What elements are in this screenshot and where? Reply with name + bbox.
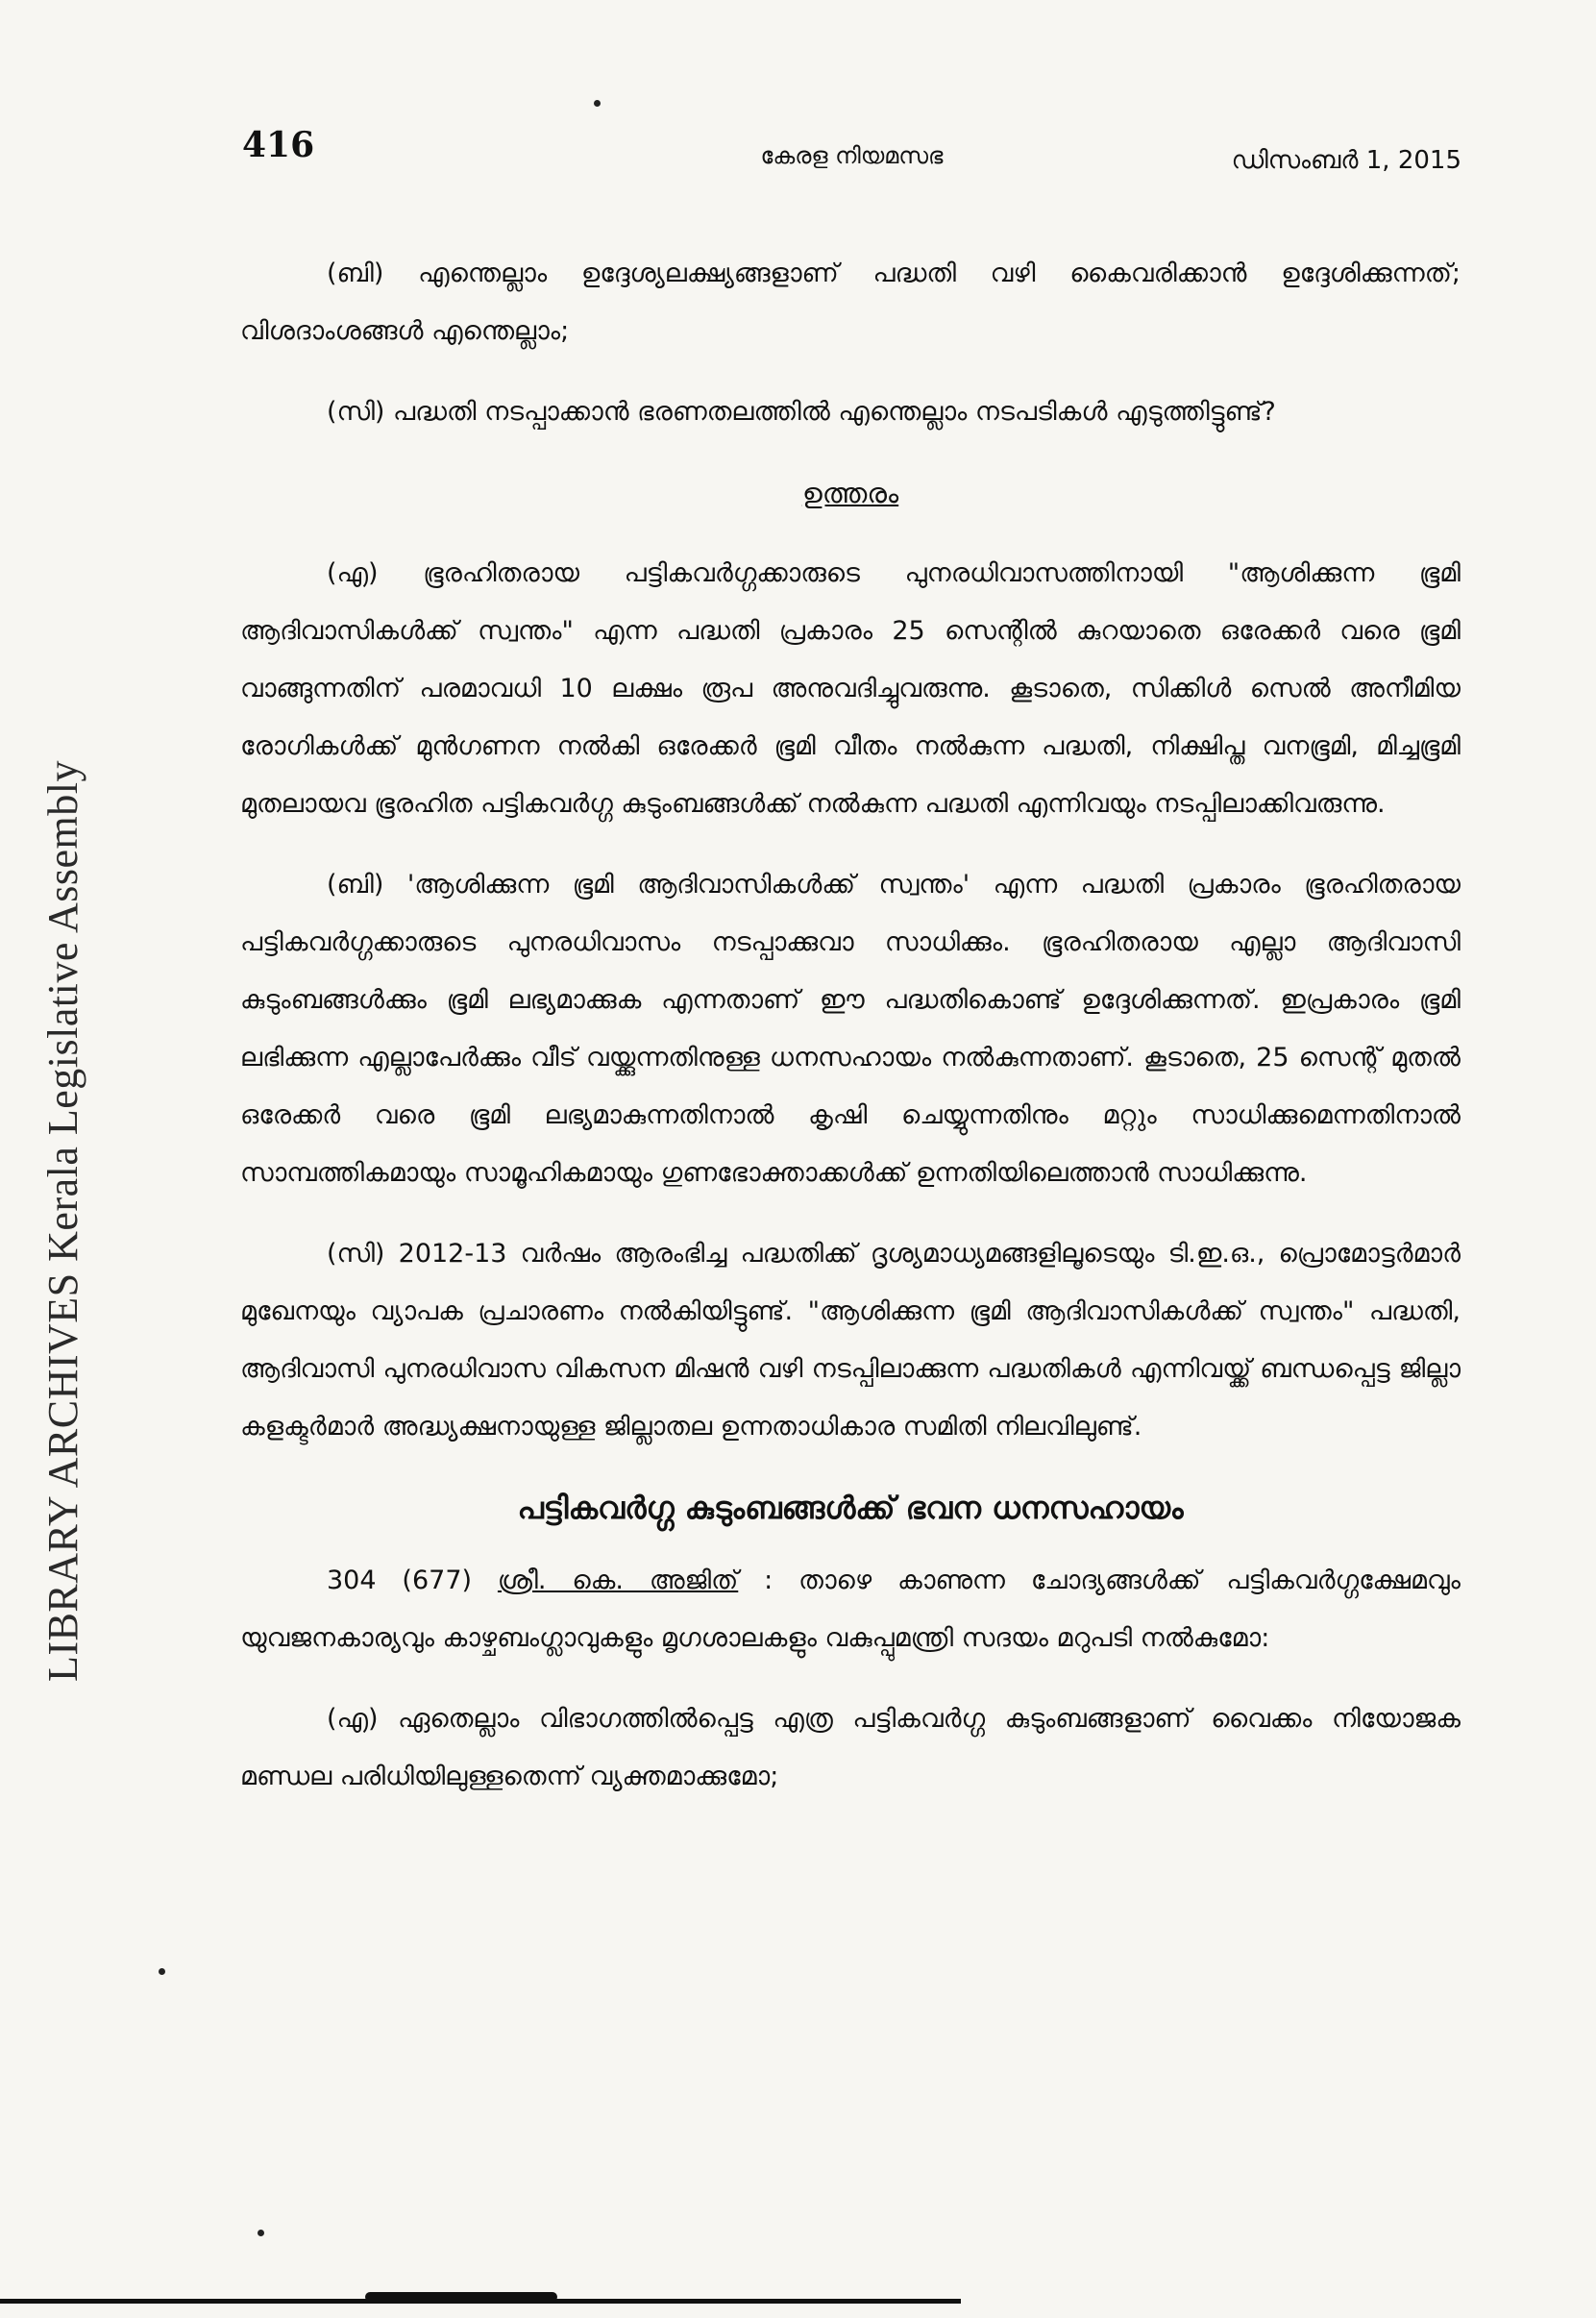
answer-part-b: (ബി) 'ആശിക്കുന്ന ഭൂമി ആദിവാസികൾക്ക് സ്വന്തം' എന്ന പദ്ധതി പ്രകാരം ഭൂരഹിതരായ പട്ടികവർഗ്ഗക്കാരുടെ പുനരധിവാസം നടപ്പാക്കുവാ സാധിക്കും. ഭൂരഹിതരായ എല്ലാ ആദിവാസി കുടുംബങ്ങൾക്കും ഭൂമി ലഭ്യമാക്കുക എന്നതാണ് ഈ പദ്ധതികൊണ്ട് ഉദ്ദേശിക്കുന്നത്. ഇപ്രകാരം ഭൂമി ലഭിക്കുന്ന എല്ലാപേർക്കും വീട് വയ്ക്കുന്നതിനുള്ള ധനസഹായം നൽകുന്നതാണ്. കൂടാതെ, 25 സെന്റ് മുതൽ ഒരേക്കർ വരെ ഭൂമി ലഭ്യമാകുന്നതിനാൽ കൃഷി ചെയ്യുന്നതിനും മറ്റും സാധിക്കുമെന്നതിനാൽ സാമ്പത്തികമായും സാമൂഹികമായും ഗുണഭോക്താക്കൾക്ക് ഉന്നതിയിലെത്താൻ സാധിക്കുന്നു. — [240, 870, 1461, 1188]
question-part-b: (ബി) എന്തെല്ലാം ഉദ്ദേശ്യലക്ഷ്യങ്ങളാണ് പദ്ധതി വഴി കൈവരിക്കാൻ ഉദ്ദേശിക്കുന്നത്; വിശദാംശങ്ങൾ എന്തെല്ലാം; — [240, 259, 1461, 346]
answer-part-a: (എ) ഭൂരഹിതരായ പട്ടികവർഗ്ഗക്കാരുടെ പുനരധിവാസത്തിനായി "ആശിക്കുന്ന ഭൂമി ആദിവാസികൾക്ക് സ്വന്തം" എന്ന പദ്ധതി പ്രകാരം 25 സെന്റിൽ കുറയാതെ ഒരേക്കർ വരെ ഭൂമി വാങ്ങുന്നതിന് പരമാവധി 10 ലക്ഷം രൂപ അനുവദിച്ചുവരുന്നു. കൂടാതെ, സിക്കിൾ സെൽ അനീമിയ രോഗികൾക്ക് മുൻഗണന നൽകി ഒരേക്കർ ഭൂമി വീതം നൽകുന്ന പദ്ധതി, നിക്ഷിപ്ത വനഭൂമി, മിച്ചഭൂമി മുതലായവ ഭൂരഹിത പട്ടികവർഗ്ഗ കുടുംബങ്ങൾക്ക് നൽകുന്ന പദ്ധതി എന്നിവയും നടപ്പിലാക്കിവരുന്നു. — [240, 558, 1461, 819]
next-question-intro — [240, 1552, 1461, 1667]
document-body — [240, 245, 1461, 1829]
answer-part-c: (സി) 2012-13 വർഷം ആരംഭിച്ച പദ്ധതിക്ക് ദൃശ്യമാധ്യമങ്ങളിലൂടെയും ടി.ഇ.ഒ., പ്രൊമോട്ടർമാർ മുഖേനയും വ്യാപക പ്രചാരണം നൽകിയിട്ടുണ്ട്. "ആശിക്കുന്ന ഭൂമി ആദിവാസികൾക്ക് സ്വന്തം" പദ്ധതി, ആദിവാസി പുനരധിവാസ വികസന മിഷൻ വഴി നടപ്പിലാക്കുന്ന പദ്ധതികൾ എന്നിവയ്ക്ക് ബന്ധപ്പെട്ട ജില്ലാ കളക്ടർമാർ അദ്ധ്യക്ഷനായുള്ള ജില്ലാതല ഉന്നതാധികാര സമിതി നിലവിലുണ്ട്. — [240, 1239, 1461, 1442]
question-part-c: (സി) പദ്ധതി നടപ്പാക്കാൻ ഭരണതലത്തിൽ എന്തെല്ലാം നടപടികൾ എടുത്തിട്ടുണ്ട്? — [327, 397, 1276, 427]
scan-speck — [159, 1968, 165, 1975]
header-date: ഡിസംബർ 1, 2015 — [1231, 146, 1461, 175]
question-number: 304 (677) — [327, 1566, 473, 1595]
answer-heading: ഉത്തരം — [801, 477, 899, 509]
member-name: ശ്രീ. കെ. അജിത് — [497, 1566, 739, 1595]
bottom-rule-blot — [365, 2292, 557, 2302]
question-intro-text: : താഴെ കാണുന്ന ചോദ്യങ്ങൾക്ക് പട്ടികവർഗ്ഗക്ഷേമവും യുവജനകാര്യവും കാഴ്ചബംഗ്ലാവുകളും മൃഗശാലകളും വകുപ്പുമന്ത്രി സദയം മറുപടി നൽകുമോ: — [240, 1566, 1461, 1653]
page-header — [242, 125, 1461, 183]
scan-speck — [258, 2230, 264, 2236]
assembly-name: കേരള നിയമസഭ — [760, 142, 944, 169]
page-number: 416 — [242, 125, 315, 165]
archive-watermark: LIBRARY ARCHIVES Kerala Legislative Assembly — [39, 760, 86, 1682]
section-heading: പട്ടികവർഗ്ഗ കുടുംബങ്ങൾക്ക് ഭവന ധനസഹായം — [517, 1490, 1184, 1526]
next-question-part-a: (എ) ഏതെല്ലാം വിഭാഗത്തിൽപ്പെട്ട എത്ര പട്ടികവർഗ്ഗ കുടുംബങ്ങളാണ് വൈക്കം നിയോജക മണ്ഡല പരിധിയിലുള്ളതെന്ന് വ്യക്തമാക്കുമോ; — [240, 1704, 1461, 1791]
scan-speck — [594, 100, 601, 107]
